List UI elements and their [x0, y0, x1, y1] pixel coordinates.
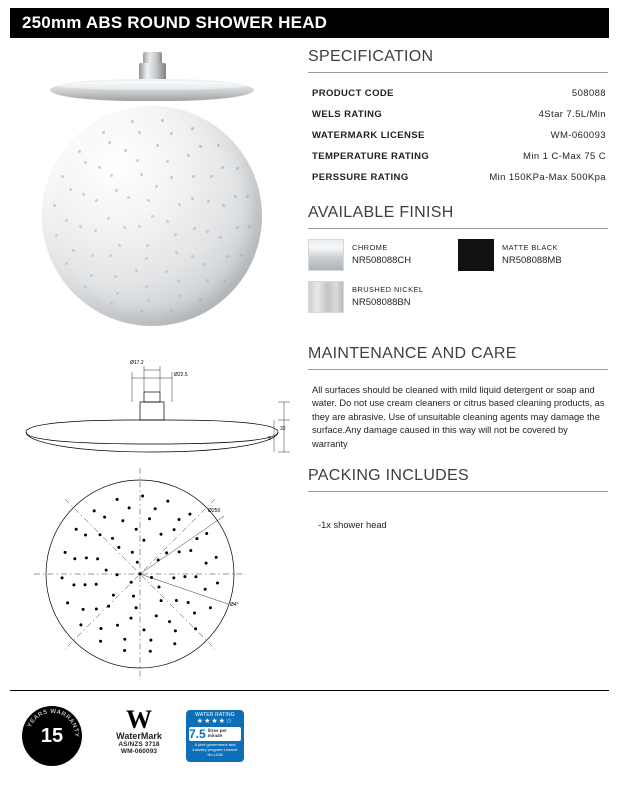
finish-code: NR508088CH [352, 254, 412, 266]
spec-value: WM-060093 [550, 130, 606, 141]
spec-value: 4Star 7.5L/Min [538, 109, 606, 120]
spec-value: Min 150KPa-Max 500Kpa [489, 172, 606, 183]
warranty-ring-text [22, 706, 82, 766]
dim-diameter: Ø250 [208, 508, 221, 514]
finish-code: NR508088MB [502, 254, 562, 266]
wels-title: WATER RATING [195, 712, 235, 718]
maintenance-heading: MAINTENANCE AND CARE [308, 345, 608, 370]
spec-value: Min 1 C-Max 75 C [523, 151, 606, 162]
watermark-glyph: W [126, 705, 152, 734]
available-finish-heading: AVAILABLE FINISH [308, 204, 608, 229]
specification-list [308, 83, 608, 188]
technical-drawings [12, 356, 292, 686]
svg-text:YEARS WARRANTY: YEARS WARRANTY [26, 708, 80, 738]
table-row [308, 125, 608, 146]
shower-head-face [42, 106, 262, 326]
details-column [308, 48, 608, 530]
warranty-years: 15 [40, 725, 64, 747]
table-row [308, 104, 608, 125]
watermark-license: WM-060093 [120, 748, 158, 756]
table-row [308, 146, 608, 167]
list-item [308, 239, 458, 271]
list-item [458, 239, 608, 271]
certification-footer [14, 702, 314, 772]
spec-label: WELS RATING [312, 109, 383, 120]
packing-heading: PACKING INCLUDES [308, 467, 608, 492]
maintenance-text: All surfaces should be cleaned with mild liquid detergent or soap and water. Do not use cream cleaners or citrus based cleaning products, as they are abrasive. Use of unsuitable cleaning agents may damage the surface.Any damage caused in this way will not be covered by warranty [312, 385, 605, 449]
swatch-chrome [308, 239, 344, 271]
table-row [308, 167, 608, 188]
warranty-badge [22, 706, 82, 766]
specification-heading: SPECIFICATION [308, 48, 608, 73]
wels-stars: ★★★★☆ [196, 718, 234, 725]
finish-name: CHROME [352, 242, 388, 252]
swatch-brushed-nickel [308, 281, 344, 313]
swatch-matte-black [458, 239, 494, 271]
finish-name: MATTE BLACK [502, 242, 558, 252]
page-title-bar [10, 8, 609, 38]
dim-thickness: 9 [268, 436, 271, 442]
dim-angle: Ø4° [230, 602, 239, 608]
table-row [308, 83, 608, 104]
footer-divider [10, 690, 609, 691]
list-item [308, 281, 458, 313]
wels-unit: litres per minute [207, 728, 227, 738]
spec-label: TEMPERATURE RATING [312, 151, 430, 162]
shower-head-edge [50, 79, 254, 101]
spec-value: 508088 [571, 88, 606, 99]
dim-height: 32 [280, 426, 286, 432]
watermark-standard: AS/NZS 3718 [118, 741, 160, 749]
spec-label: PERSSURE RATING [312, 172, 409, 183]
product-images-column [12, 48, 292, 678]
nozzle-pattern [42, 106, 262, 326]
finish-grid [308, 239, 608, 323]
packing-text: -1x shower head [318, 520, 387, 531]
spec-label: WATERMARK LICENSE [312, 130, 425, 141]
wels-value: 7.5 [189, 727, 206, 741]
dim-top-1: Ø17.2 [130, 360, 144, 366]
shower-nut [139, 63, 166, 80]
spec-label: PRODUCT CODE [312, 88, 394, 99]
watermark-name: WaterMark [116, 731, 162, 742]
product-photo [12, 48, 292, 348]
wels-value-box [189, 727, 241, 741]
dim-top-2: Ø22.5 [174, 372, 188, 378]
finish-name: BRUSHED NICKEL [352, 284, 424, 294]
finish-code: NR508088BN [352, 296, 411, 308]
wels-footnote: A joint government and industry program Licence No.1248 [192, 742, 238, 757]
page-title: 250mm ABS ROUND SHOWER HEAD [22, 13, 328, 32]
watermark-badge [96, 705, 182, 756]
wels-rating-badge [186, 710, 244, 762]
technical-drawing-svg [12, 356, 292, 686]
